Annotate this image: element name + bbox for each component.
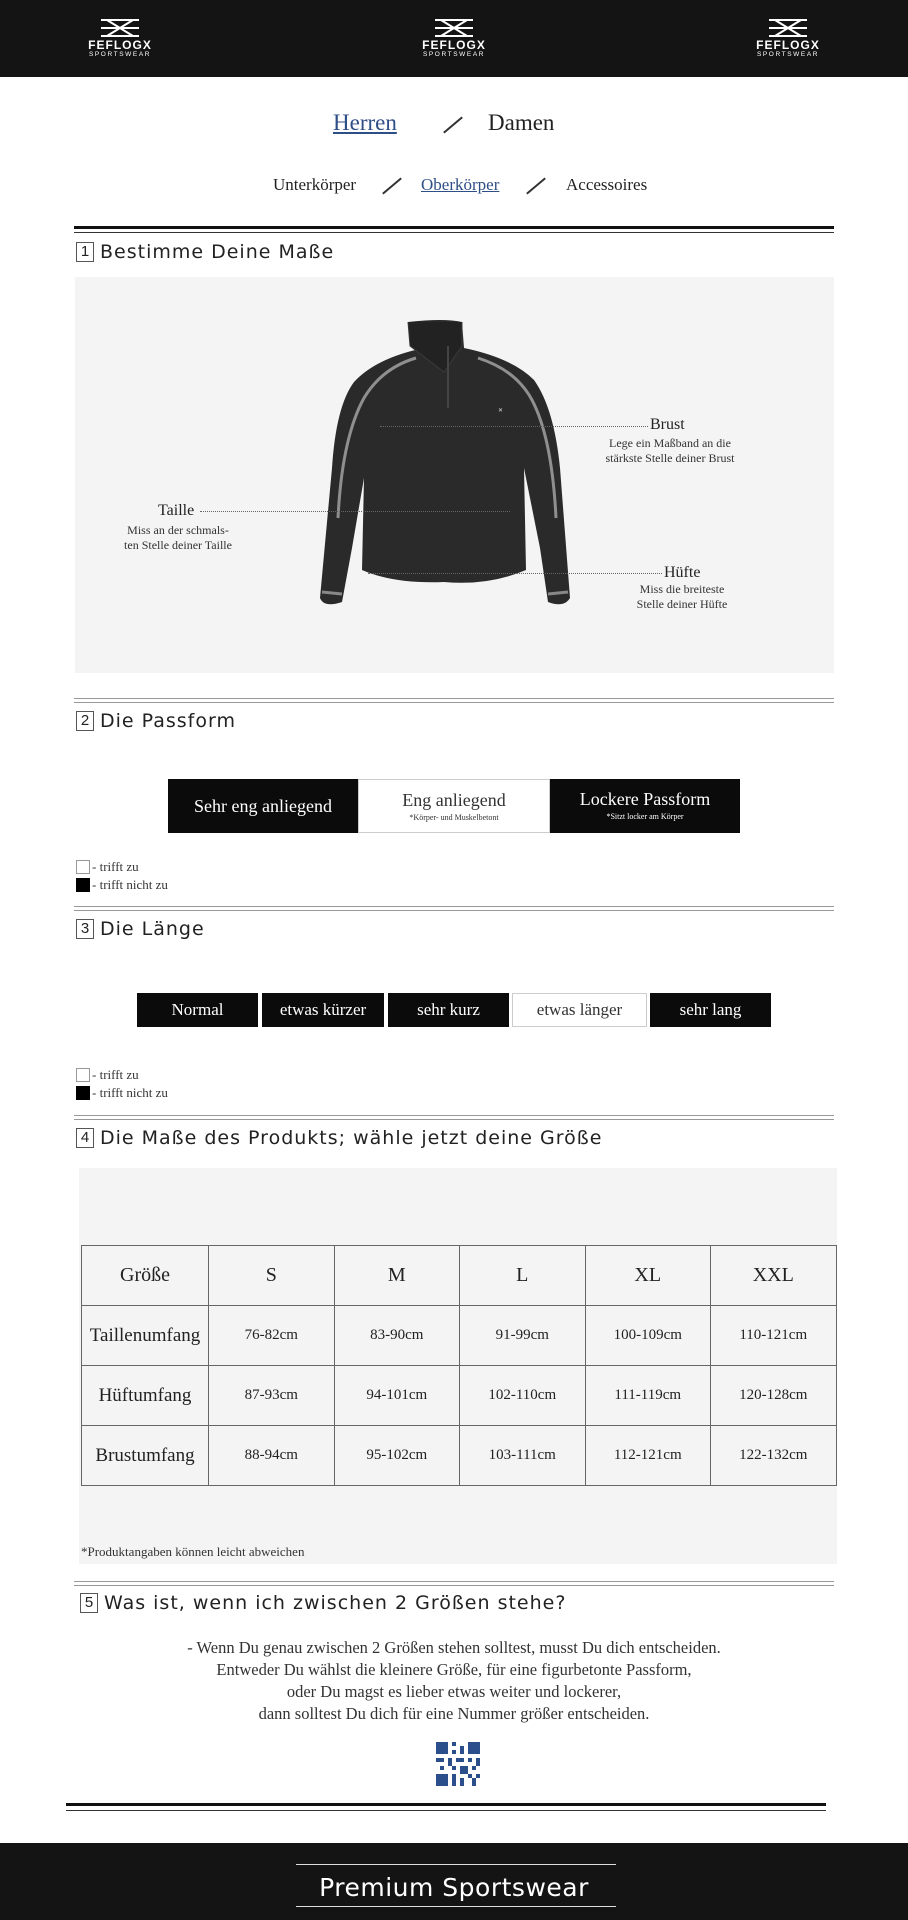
table-cell: 87-93cm	[209, 1366, 335, 1426]
legend-not-applies-text: - trifft nicht zu	[92, 1085, 168, 1100]
brand-logo-left[interactable]	[72, 18, 168, 58]
nav-herren-link[interactable]: Herren	[333, 110, 397, 135]
logo-wordmark: FEFLOGX	[88, 38, 152, 52]
section-title: Die Länge	[100, 918, 205, 940]
fit-option-sublabel: *Körper- und Muskelbetont	[409, 813, 499, 822]
fit-option-eng[interactable]	[358, 779, 550, 833]
nav-separator	[443, 117, 463, 134]
nav-damen-link[interactable]: Damen	[488, 110, 555, 135]
nav-separator	[526, 178, 546, 195]
section-number: 5	[80, 1593, 98, 1613]
section-5-heading	[80, 1591, 566, 1615]
footer-tagline: Premium Sportswear	[319, 1873, 589, 1902]
table-row-label: Taillenumfang	[82, 1306, 209, 1366]
fit-option-sublabel: *Sitzt locker am Körper	[606, 812, 684, 821]
section-divider	[74, 1585, 834, 1586]
logo-mark-icon	[97, 18, 143, 38]
table-header-row	[82, 1246, 837, 1306]
brust-text-line: Lege ein Maßband an die	[609, 436, 731, 450]
footer-divider	[296, 1906, 616, 1907]
fit-option-label: Sehr eng anliegend	[194, 796, 332, 816]
table-header-cell: L	[460, 1246, 586, 1306]
table-row	[82, 1306, 837, 1366]
table-cell: 100-109cm	[585, 1306, 711, 1366]
taille-description	[100, 523, 256, 553]
length-option-label: Normal	[171, 1000, 224, 1019]
huefte-description	[616, 582, 748, 612]
table-row	[82, 1426, 837, 1486]
huefte-text-line: Stelle deiner Hüfte	[636, 597, 728, 611]
huefte-text-line: Miss die breiteste	[639, 582, 725, 596]
fit-legend	[76, 858, 168, 894]
table-header-cell: M	[334, 1246, 460, 1306]
section-divider	[74, 1581, 834, 1582]
section-1-heading	[76, 240, 334, 264]
fit-option-label: Lockere Passform	[579, 789, 711, 809]
brust-measure-line	[380, 426, 648, 427]
table-cell: 111-119cm	[585, 1366, 711, 1426]
length-legend	[76, 1066, 168, 1102]
table-row	[82, 1366, 837, 1426]
section-title: Die Passform	[100, 710, 236, 732]
taille-text-line: ten Stelle deiner Taille	[124, 538, 232, 552]
legend-black-square-icon	[76, 1086, 90, 1100]
table-cell: 83-90cm	[334, 1306, 460, 1366]
section-title: Was ist, wenn ich zwischen 2 Größen stehe?	[104, 1592, 567, 1614]
section-divider	[74, 702, 834, 703]
table-cell: 88-94cm	[209, 1426, 335, 1486]
advice-line: - Wenn Du genau zwischen 2 Größen stehen solltest, musst Du dich entscheiden.	[187, 1638, 721, 1657]
table-header-cell: XXL	[711, 1246, 837, 1306]
taille-text-line: Miss an der schmals-	[127, 523, 229, 537]
length-option-label: etwas kürzer	[279, 1000, 367, 1019]
logo-wordmark: FEFLOGX	[422, 38, 486, 52]
length-option-etwas-kuerzer[interactable]	[262, 993, 384, 1027]
table-cell: 110-121cm	[711, 1306, 837, 1366]
logo-mark-icon	[431, 18, 477, 38]
section-divider	[66, 1810, 826, 1811]
length-option-label: sehr lang	[679, 1000, 742, 1019]
table-row-label: Brustumfang	[82, 1426, 209, 1486]
length-option-label: etwas länger	[536, 1000, 623, 1019]
section-3-heading	[76, 917, 205, 941]
nav-oberkoerper-link[interactable]: Oberkörper	[421, 175, 500, 194]
section-2-heading	[76, 709, 236, 733]
logo-subtitle: SPORTSWEAR	[756, 51, 820, 58]
fit-option-locker[interactable]	[550, 779, 740, 833]
length-option-label: sehr kurz	[417, 1000, 480, 1019]
legend-white-square-icon	[76, 860, 90, 874]
table-cell: 120-128cm	[711, 1366, 837, 1426]
section-number: 1	[76, 242, 94, 262]
section-4-heading	[76, 1126, 602, 1150]
section-number: 3	[76, 919, 94, 939]
advice-line: Entweder Du wählst die kleinere Größe, für eine figurbetonte Passform,	[216, 1660, 692, 1679]
advice-line: oder Du magst es lieber etwas weiter und lockerer,	[286, 1682, 622, 1701]
brand-logo-right[interactable]	[740, 18, 836, 58]
fit-option-sehr-eng[interactable]	[168, 779, 358, 833]
section-divider	[74, 910, 834, 911]
table-row-label: Hüftumfang	[82, 1366, 209, 1426]
logo-subtitle: SPORTSWEAR	[422, 51, 486, 58]
nav-separator	[382, 178, 402, 195]
brand-logo-center[interactable]	[406, 18, 502, 58]
fit-option-label: Eng anliegend	[402, 790, 506, 810]
logo-subtitle: SPORTSWEAR	[88, 51, 152, 58]
table-cell: 95-102cm	[334, 1426, 460, 1486]
legend-applies-text: - trifft zu	[92, 1067, 139, 1082]
logo-mark-icon	[765, 18, 811, 38]
table-cell: 102-110cm	[460, 1366, 586, 1426]
legend-white-square-icon	[76, 1068, 90, 1082]
brust-label: Brust	[650, 416, 685, 433]
section-title: Die Maße des Produkts; wähle jetzt deine Größe	[100, 1127, 603, 1149]
table-footnote: *Produktangaben können leicht abweichen	[81, 1544, 305, 1559]
qr-code-icon[interactable]	[436, 1742, 480, 1786]
nav-accessoires-link[interactable]: Accessoires	[566, 175, 648, 194]
brust-description	[590, 436, 750, 466]
size-advice-text	[100, 1637, 808, 1725]
table-cell: 103-111cm	[460, 1426, 586, 1486]
huefte-label: Hüfte	[664, 564, 701, 581]
svg-text:✕: ✕	[498, 408, 504, 414]
section-divider	[74, 906, 834, 907]
table-cell: 76-82cm	[209, 1306, 335, 1366]
table-header-cell: Größe	[82, 1246, 209, 1306]
section-number: 4	[76, 1128, 94, 1148]
shirt-image	[312, 318, 576, 614]
table-header-cell: S	[209, 1246, 335, 1306]
taille-measure-line	[200, 511, 510, 512]
section-divider	[74, 232, 834, 233]
nav-unterkoerper-link[interactable]: Unterkörper	[273, 175, 357, 194]
table-cell: 94-101cm	[334, 1366, 460, 1426]
huefte-measure-line	[368, 573, 662, 574]
length-option-etwas-laenger[interactable]	[512, 993, 647, 1027]
legend-applies-text: - trifft zu	[92, 859, 139, 874]
logo-wordmark: FEFLOGX	[756, 38, 820, 52]
section-number: 2	[76, 711, 94, 731]
table-cell: 91-99cm	[460, 1306, 586, 1366]
section-title: Bestimme Deine Maße	[100, 241, 335, 263]
advice-line: dann solltest Du dich für eine Nummer größer entscheiden.	[258, 1704, 650, 1723]
length-option-normal[interactable]	[137, 993, 258, 1027]
size-table	[81, 1245, 837, 1486]
legend-not-applies-text: - trifft nicht zu	[92, 877, 168, 892]
length-option-sehr-kurz[interactable]	[388, 993, 509, 1027]
table-cell: 122-132cm	[711, 1426, 837, 1486]
section-divider	[74, 1119, 834, 1120]
footer-divider	[296, 1864, 616, 1865]
section-divider	[74, 226, 834, 229]
section-divider	[74, 698, 834, 699]
legend-black-square-icon	[76, 878, 90, 892]
taille-label: Taille	[158, 502, 195, 519]
table-header-cell: XL	[585, 1246, 711, 1306]
section-divider	[74, 1115, 834, 1116]
length-option-sehr-lang[interactable]	[650, 993, 771, 1027]
section-divider	[66, 1803, 826, 1806]
table-cell: 112-121cm	[585, 1426, 711, 1486]
brust-text-line: stärkste Stelle deiner Brust	[605, 451, 735, 465]
